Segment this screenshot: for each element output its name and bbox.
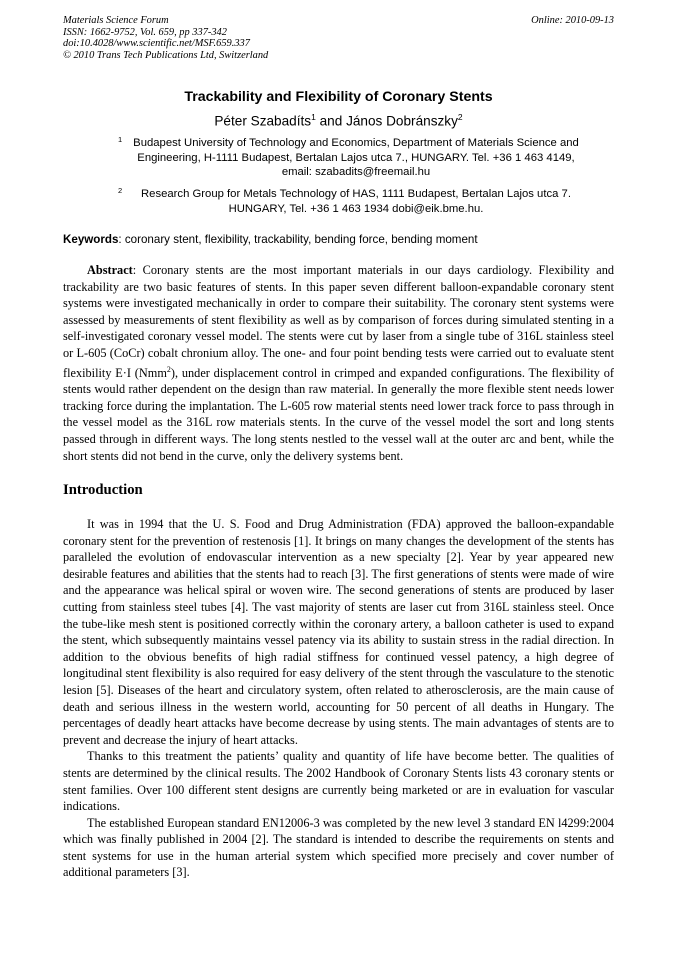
keywords-label: Keywords (63, 233, 119, 246)
keywords-line (63, 233, 623, 246)
issn-line: ISSN: 1662-9752, Vol. 659, pp 337-342 (63, 26, 227, 38)
abstract-superscript: 2 (166, 364, 171, 374)
affiliation-number: 2 (118, 186, 123, 195)
author-name: János Dobránszky (346, 113, 458, 129)
paper-title: Trackability and Flexibility of Coronary Stents (184, 89, 493, 105)
author-affil-marker: 2 (457, 112, 463, 122)
doi-line: doi:10.4028/www.scientific.net/MSF.659.337 (63, 38, 250, 49)
author-affil-marker: 1 (311, 112, 316, 122)
online-date: Online: 2010-09-13 (531, 15, 614, 26)
body-paragraph: Thanks to this treatment the patients’ quality and quantity of life have become better. The qualities of stents are determined by the clinical results. The 2002 Handbook of Coronary Stents lists 43 coronary stents or stent families. Over 100 different stent designs are currently being marketed or are in evaluation for vascular indications. (63, 749, 614, 814)
author-line (63, 112, 614, 129)
journal-name: Materials Science Forum (63, 15, 169, 26)
author-name: Péter Szabadíts (214, 113, 312, 129)
section-heading-introduction: Introduction (63, 482, 143, 498)
body-paragraph: It was in 1994 that the U. S. Food and Drug Administration (FDA) approved the balloon-expandable coronary stent for the prevention of restenosis [1]. It brings on many changes the development of the stents has paralleled the evolution of endovascular intervention as a new specialty [2]. Year by year appeared new desirable features and abilities that the stents had to reach [3]. The first generations of stents were made of wire and the appearance was helical spiral or woven wire. The second generations of stents are produced by laser cutting from stainless steel tubes [4]. The vast majority of stents are laser cut from 316L stainless steel. Once the tube-like mesh stent is positioned correctly within the coronary artery, a balloon catheter is used to expand the stent, which subsequently maintains vessel patency via its ability to sustain stress in the radial direction. In addition to the obvious benefits of high radial stiffness for continued vessel patency, a high degree of longitudinal stent flexibility is also required for easy delivery of the stent through the vasculature to the stenotic lesion [5]. Diseases of the heart and circulatory system, often related to atherosclerosis, are the main cause of death and serious illness in the western world, accounting for 50 percent of all deaths in Hungary. The percentages of deadly heart attacks have become decrease by using stents. The main advantages of stents are to prevent and decrease the injury of heart attacks. (63, 517, 614, 747)
abstract-section (63, 262, 614, 464)
abstract-label: Abstract (87, 263, 133, 277)
author-joiner: and (315, 113, 347, 129)
keywords-text: : coronary stent, flexibility, trackability, bending force, bending moment (118, 233, 478, 246)
abstract-paragraph (63, 262, 614, 464)
affiliation-text: Research Group for Metals Technology of HAS, 1111 Budapest, Bertalan Lajos utca 7. HUNGARY, Tel. +36 1 463 1934 dobi@eik.bme.hu. (141, 188, 571, 215)
copyright-line: © 2010 Trans Tech Publications Ltd, Switzerland (63, 49, 269, 61)
running-header (63, 15, 614, 61)
introduction-section (63, 516, 614, 881)
affiliation-number: 1 (118, 135, 123, 144)
affiliation (118, 187, 588, 216)
affiliation (118, 136, 588, 180)
affiliation-text: Budapest University of Technology and Economics, Department of Materials Science and Engineering, H-1111 Budapest, Bertalan Lajos utca 7., HUNGARY. Tel. +36 1 463 4149, email: szabadits@freemail.hu (133, 137, 579, 179)
abstract-text-cont: ), under displacement control in crimped and expanded configurations. The flexibility of stents would rather dependent on the design than raw material. In generally the more flexible stent needs lower tracking force during the implantation. The L-605 row material stents need lower track force to pass through in the vessel model as the 316L row materials stents. In the curve of the vessel model the sort and long stents passed through in different ways. The long stents nestled to the vessel wall at the outer arc and bent, while the short stents did not bend in the curve, only the delivery systems bent. (63, 365, 614, 463)
body-paragraph: The established European standard EN12006-3 was completed by the new level 3 standard EN l4299:2004 which was finally published in 2004 [2]. The standard is intended to describe the requirements on stents and stent systems for use in the human arterial system which specified more precisely and cover number of additional parameters [3]. (63, 815, 614, 880)
abstract-text: : Coronary stents are the most important materials in our days cardiology. Flexibility and trackability are two basic features of stents. In this paper seven different balloon-expandable coronary stent systems were investigated mechanically in order to compare their suitability. The coronary stent systems were assessed by measurements of stent flexibility as well as by comparison of forces during simulated stenting in a self-investigated coronary vessel model. The stents were cut by laser from a single tube of 316L stainless steel or L-605 (CoCr) cobalt chronium alloy. The one- and four point bending tests were carried out to evaluate stent flexibility E·I (Nmm (63, 263, 614, 380)
